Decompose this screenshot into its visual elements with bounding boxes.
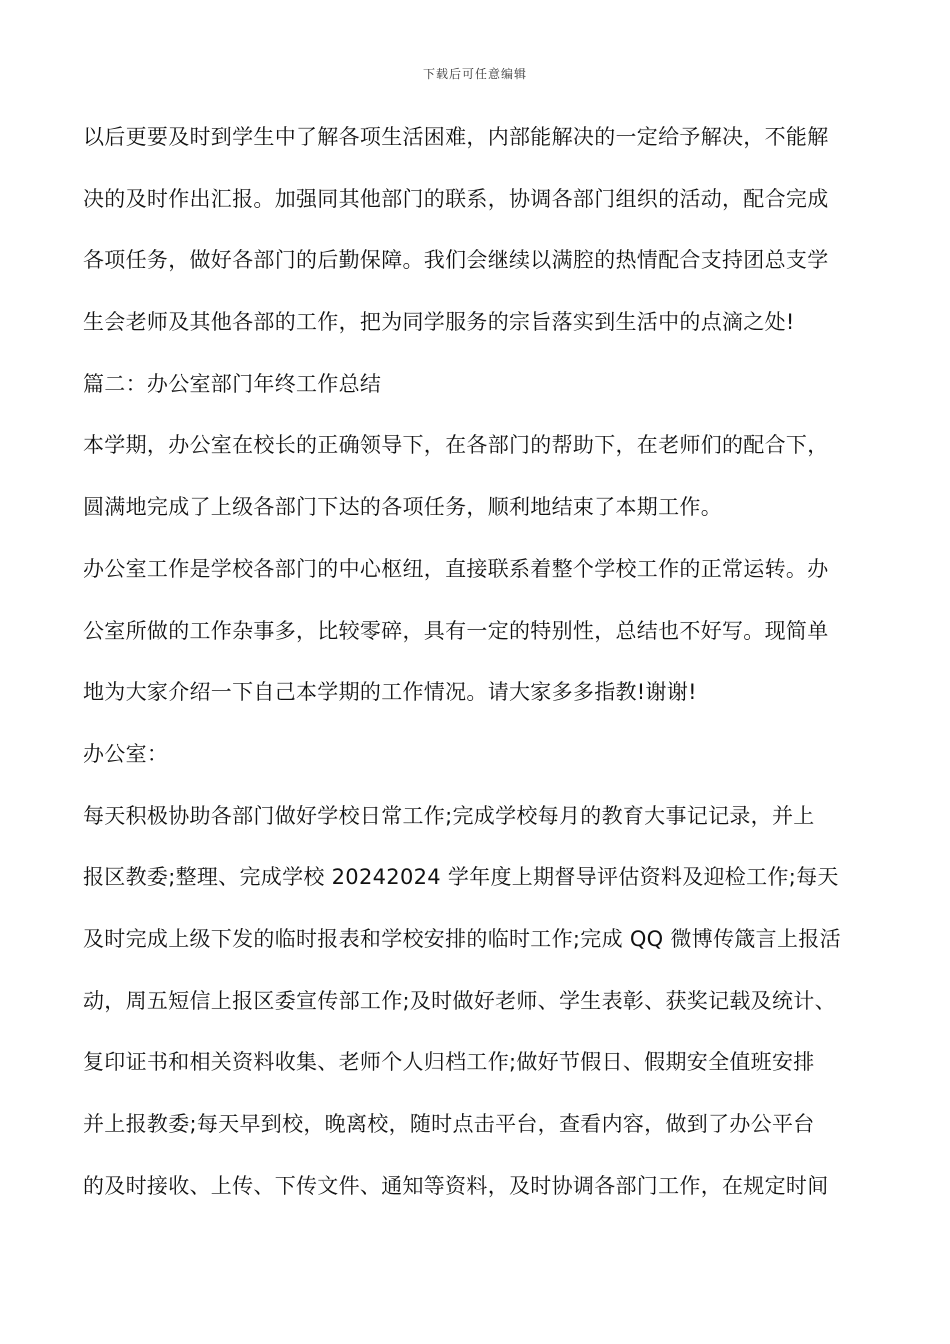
text-line: 动，周五短信上报区委宣传部工作;及时做好老师、学生表彰、获奖记载及统计、 bbox=[83, 988, 836, 1013]
text-line: 报区教委;整理、完成学校 20242024 学年度上期督导评估资料及迎检工作;每天 bbox=[83, 865, 839, 890]
text-line: 及时完成上级下发的临时报表和学校安排的临时工作;完成 QQ 微博传箴言上报活 bbox=[83, 926, 841, 951]
page-header: 下载后可任意编辑 bbox=[422, 67, 527, 81]
text-line: 每天积极协助各部门做好学校日常工作;完成学校每月的教育大事记记录，并上 bbox=[83, 803, 815, 828]
text-line: 办公室工作是学校各部门的中心枢纽，直接联系着整个学校工作的正常运转。办 bbox=[83, 556, 829, 581]
text-line: 公室所做的工作杂事多，比较零碎，具有一定的特别性，总结也不好写。现简单 bbox=[83, 618, 829, 643]
text-line: 并上报教委;每天早到校，晚离校，随时点击平台，查看内容，做到了办公平台 bbox=[83, 1112, 815, 1136]
text-line: 生会老师及其他各部的工作，把为同学服务的宗旨落实到生活中的点滴之处! bbox=[83, 310, 795, 335]
text-line: 圆满地完成了上级各部门下达的各项任务，顺利地结束了本期工作。 bbox=[83, 495, 722, 520]
text-line: 各项任务，做好各部门的后勤保障。我们会继续以满腔的热情配合支持团总支学 bbox=[83, 248, 829, 273]
text-line: 本学期，办公室在校长的正确领导下，在各部门的帮助下，在老师们的配合下， bbox=[83, 433, 829, 458]
section-heading: 篇二：办公室部门年终工作总结 bbox=[83, 371, 382, 396]
document-body bbox=[83, 116, 883, 1226]
text-line: 复印证书和相关资料收集、老师个人归档工作;做好节假日、假期安全值班安排 bbox=[83, 1050, 815, 1075]
text-line: 地为大家介绍一下自己本学期的工作情况。请大家多多指教!谢谢! bbox=[83, 680, 697, 705]
text-line: 以后更要及时到学生中了解各项生活困难，内部能解决的一定给予解决，不能解 bbox=[83, 125, 829, 149]
text-line: 的及时接收、上传、下传文件、通知等资料，及时协调各部门工作，在规定时间 bbox=[83, 1173, 829, 1198]
subheading: 办公室： bbox=[83, 741, 169, 766]
text-line: 决的及时作出汇报。加强同其他部门的联系，协调各部门组织的活动，配合完成 bbox=[83, 186, 829, 211]
